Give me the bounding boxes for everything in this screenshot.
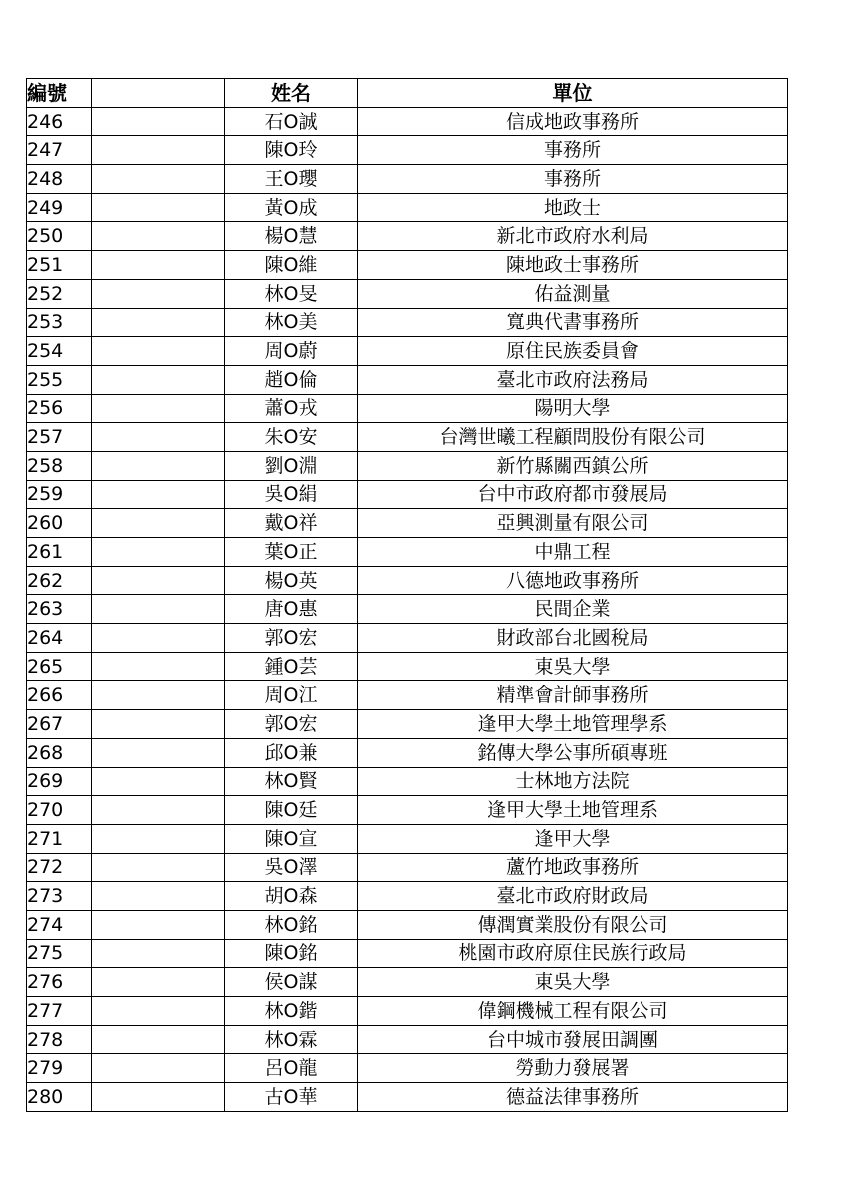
- row-name: 王O瓔: [225, 165, 358, 194]
- row-unit: 桃園市政府原住民族行政局: [358, 939, 788, 968]
- table-row: [27, 853, 788, 882]
- row-blank: [92, 222, 225, 251]
- row-number: 267: [27, 710, 92, 739]
- header-blank: [92, 79, 225, 108]
- row-unit: 陽明大學: [358, 394, 788, 423]
- row-number: 277: [27, 997, 92, 1026]
- table-row: [27, 251, 788, 280]
- table-row: [27, 968, 788, 997]
- row-blank: [92, 193, 225, 222]
- table-row: [27, 824, 788, 853]
- row-blank: [92, 251, 225, 280]
- row-unit: 傳潤實業股份有限公司: [358, 910, 788, 939]
- row-blank: [92, 1054, 225, 1083]
- row-unit: 精準會計師事務所: [358, 681, 788, 710]
- row-blank: [92, 910, 225, 939]
- row-name: 戴O祥: [225, 509, 358, 538]
- table-row: [27, 882, 788, 911]
- row-name: 林O霖: [225, 1025, 358, 1054]
- table-header: [27, 79, 788, 108]
- row-blank: [92, 652, 225, 681]
- row-unit: 台灣世曦工程顧問股份有限公司: [358, 423, 788, 452]
- table-row: [27, 480, 788, 509]
- row-name: 劉O淵: [225, 451, 358, 480]
- row-unit: 東吳大學: [358, 968, 788, 997]
- row-blank: [92, 165, 225, 194]
- row-blank: [92, 337, 225, 366]
- row-unit: 臺北市政府法務局: [358, 365, 788, 394]
- row-name: 朱O安: [225, 423, 358, 452]
- row-blank: [92, 624, 225, 653]
- row-blank: [92, 509, 225, 538]
- row-name: 侯O謀: [225, 968, 358, 997]
- row-number: 250: [27, 222, 92, 251]
- row-number: 279: [27, 1054, 92, 1083]
- table-row: [27, 451, 788, 480]
- row-name: 吳O澤: [225, 853, 358, 882]
- row-number: 271: [27, 824, 92, 853]
- row-blank: [92, 279, 225, 308]
- row-blank: [92, 595, 225, 624]
- row-number: 256: [27, 394, 92, 423]
- row-name: 古O華: [225, 1083, 358, 1112]
- row-unit: 八德地政事務所: [358, 566, 788, 595]
- row-number: 254: [27, 337, 92, 366]
- table-row: [27, 939, 788, 968]
- row-unit: 逢甲大學: [358, 824, 788, 853]
- row-name: 楊O慧: [225, 222, 358, 251]
- row-name: 林O美: [225, 308, 358, 337]
- table-row: [27, 365, 788, 394]
- row-unit: 事務所: [358, 165, 788, 194]
- row-number: 274: [27, 910, 92, 939]
- table-row: [27, 337, 788, 366]
- row-name: 郭O宏: [225, 710, 358, 739]
- row-blank: [92, 538, 225, 567]
- row-name: 呂O龍: [225, 1054, 358, 1083]
- row-unit: 東吳大學: [358, 652, 788, 681]
- row-name: 葉O正: [225, 538, 358, 567]
- row-unit: 逢甲大學土地管理學系: [358, 710, 788, 739]
- row-name: 陳O維: [225, 251, 358, 280]
- row-name: 周O蔚: [225, 337, 358, 366]
- table-body: [27, 107, 788, 1111]
- table-row: [27, 394, 788, 423]
- row-number: 270: [27, 796, 92, 825]
- row-unit: 偉鋼機械工程有限公司: [358, 997, 788, 1026]
- table-row: [27, 165, 788, 194]
- row-number: 258: [27, 451, 92, 480]
- table-row: [27, 222, 788, 251]
- table-row: [27, 193, 788, 222]
- row-unit: 信成地政事務所: [358, 107, 788, 136]
- row-blank: [92, 136, 225, 165]
- row-blank: [92, 767, 225, 796]
- row-name: 楊O英: [225, 566, 358, 595]
- row-name: 陳O廷: [225, 796, 358, 825]
- row-unit: 逢甲大學土地管理系: [358, 796, 788, 825]
- row-name: 林O賢: [225, 767, 358, 796]
- table-row: [27, 624, 788, 653]
- row-number: 257: [27, 423, 92, 452]
- table-row: [27, 910, 788, 939]
- row-unit: 民間企業: [358, 595, 788, 624]
- row-name: 趙O倫: [225, 365, 358, 394]
- row-number: 251: [27, 251, 92, 280]
- row-blank: [92, 451, 225, 480]
- row-name: 陳O銘: [225, 939, 358, 968]
- table-row: [27, 308, 788, 337]
- row-name: 陳O宣: [225, 824, 358, 853]
- row-number: 262: [27, 566, 92, 595]
- table-row: [27, 107, 788, 136]
- row-unit: 原住民族委員會: [358, 337, 788, 366]
- row-number: 264: [27, 624, 92, 653]
- row-unit: 勞動力發展署: [358, 1054, 788, 1083]
- row-blank: [92, 968, 225, 997]
- row-name: 周O江: [225, 681, 358, 710]
- row-name: 黃O成: [225, 193, 358, 222]
- row-name: 林O銘: [225, 910, 358, 939]
- row-unit: 台中城市發展田調團: [358, 1025, 788, 1054]
- row-blank: [92, 796, 225, 825]
- row-number: 248: [27, 165, 92, 194]
- row-blank: [92, 738, 225, 767]
- row-name: 蕭O戎: [225, 394, 358, 423]
- row-blank: [92, 394, 225, 423]
- row-name: 邱O兼: [225, 738, 358, 767]
- row-number: 252: [27, 279, 92, 308]
- row-unit: 德益法律事務所: [358, 1083, 788, 1112]
- table-row: [27, 796, 788, 825]
- row-blank: [92, 1083, 225, 1112]
- row-number: 266: [27, 681, 92, 710]
- row-blank: [92, 566, 225, 595]
- row-name: 石O誠: [225, 107, 358, 136]
- table-row: [27, 136, 788, 165]
- table-row: [27, 423, 788, 452]
- row-unit: 地政士: [358, 193, 788, 222]
- row-blank: [92, 997, 225, 1026]
- row-number: 261: [27, 538, 92, 567]
- row-number: 272: [27, 853, 92, 882]
- row-name: 郭O宏: [225, 624, 358, 653]
- table-row: [27, 1025, 788, 1054]
- row-number: 276: [27, 968, 92, 997]
- row-blank: [92, 824, 225, 853]
- table-row: [27, 767, 788, 796]
- row-unit: 財政部台北國稅局: [358, 624, 788, 653]
- row-unit: 台中市政府都市發展局: [358, 480, 788, 509]
- row-name: 唐O惠: [225, 595, 358, 624]
- table-row: [27, 1083, 788, 1112]
- row-number: 273: [27, 882, 92, 911]
- row-unit: 新竹縣關西鎮公所: [358, 451, 788, 480]
- row-blank: [92, 939, 225, 968]
- header-number: 編號: [27, 79, 92, 108]
- row-name: 吳O絹: [225, 480, 358, 509]
- row-unit: 中鼎工程: [358, 538, 788, 567]
- row-unit: 士林地方法院: [358, 767, 788, 796]
- row-unit: 亞興測量有限公司: [358, 509, 788, 538]
- row-number: 263: [27, 595, 92, 624]
- row-name: 胡O森: [225, 882, 358, 911]
- row-number: 265: [27, 652, 92, 681]
- table-row: [27, 279, 788, 308]
- roster-table: [26, 78, 788, 1112]
- row-unit: 佑益測量: [358, 279, 788, 308]
- row-blank: [92, 308, 225, 337]
- row-name: 林O旻: [225, 279, 358, 308]
- row-number: 249: [27, 193, 92, 222]
- row-number: 253: [27, 308, 92, 337]
- row-number: 255: [27, 365, 92, 394]
- table-row: [27, 1054, 788, 1083]
- row-unit: 銘傳大學公事所碩專班: [358, 738, 788, 767]
- row-name: 鍾O芸: [225, 652, 358, 681]
- header-name: 姓名: [225, 79, 358, 108]
- row-blank: [92, 882, 225, 911]
- row-number: 269: [27, 767, 92, 796]
- row-number: 278: [27, 1025, 92, 1054]
- row-blank: [92, 365, 225, 394]
- row-unit: 蘆竹地政事務所: [358, 853, 788, 882]
- row-number: 275: [27, 939, 92, 968]
- row-name: 陳O玲: [225, 136, 358, 165]
- header-unit: 單位: [358, 79, 788, 108]
- row-unit: 新北市政府水利局: [358, 222, 788, 251]
- row-number: 268: [27, 738, 92, 767]
- table-row: [27, 652, 788, 681]
- row-unit: 臺北市政府財政局: [358, 882, 788, 911]
- table-row: [27, 566, 788, 595]
- row-blank: [92, 710, 225, 739]
- row-unit: 事務所: [358, 136, 788, 165]
- table-row: [27, 738, 788, 767]
- row-blank: [92, 480, 225, 509]
- table-row: [27, 538, 788, 567]
- table-row: [27, 681, 788, 710]
- header-row: [27, 79, 788, 108]
- row-number: 280: [27, 1083, 92, 1112]
- row-blank: [92, 423, 225, 452]
- row-blank: [92, 107, 225, 136]
- row-number: 246: [27, 107, 92, 136]
- table-row: [27, 710, 788, 739]
- row-unit: 寬典代書事務所: [358, 308, 788, 337]
- table-row: [27, 997, 788, 1026]
- table-row: [27, 509, 788, 538]
- row-name: 林O鍇: [225, 997, 358, 1026]
- row-number: 247: [27, 136, 92, 165]
- row-blank: [92, 681, 225, 710]
- row-blank: [92, 1025, 225, 1054]
- table-row: [27, 595, 788, 624]
- row-number: 259: [27, 480, 92, 509]
- row-blank: [92, 853, 225, 882]
- row-number: 260: [27, 509, 92, 538]
- row-unit: 陳地政士事務所: [358, 251, 788, 280]
